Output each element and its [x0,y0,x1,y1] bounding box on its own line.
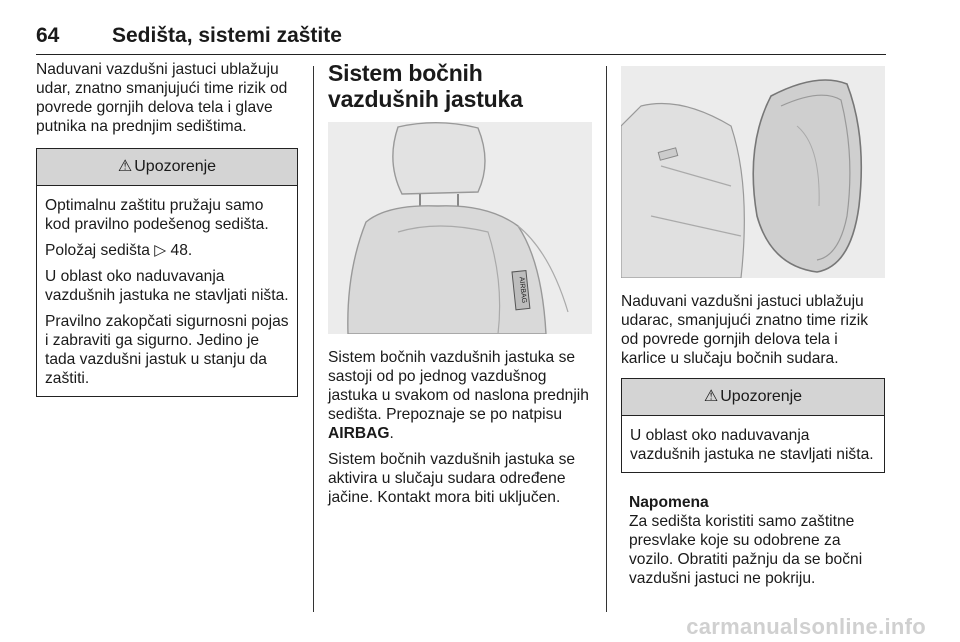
warning-body [622,416,884,472]
column-left [36,60,298,397]
airbag-label: AIRBAG [517,276,528,304]
inflated-airbag-figure [621,66,885,278]
column-right [621,60,885,588]
warning-triangle-icon: ⚠ [117,158,133,175]
note-title: Napomena [629,494,709,511]
airbag-bold-text: AIRBAG [328,425,390,442]
warning-title: Upozorenje [134,158,217,175]
warning-paragraph-link[interactable]: Položaj sedišta ▷ 48. [45,242,193,259]
section-heading: Sistem bočnih vazdušnih jastuka [328,60,523,112]
note-text: Za sedišta koristiti samo zaštitne presvlake koje su odobrene za vozilo. Obratiti pažnju da se bočni vazdušni jastuci ne pokriju. [629,513,863,587]
description-paragraph: Sistem bočnih vazdušnih jastuka se sastoji od po jednog vazdušnog jastuka u svakom od naslona prednjih sedišta. Prepoznaje se po natpisu AIRBAG. [328,349,589,442]
warning-body [37,186,297,396]
warning-triangle-icon: ⚠ [703,388,719,405]
warning-header [622,379,884,416]
warning-box [621,378,885,473]
warning-paragraph: Optimalnu zaštitu pružaju samo kod pravilno podešenog sedišta. [45,197,269,233]
page-number: 64 [36,24,60,47]
warning-paragraph: U oblast oko naduvavanja vazdušnih jastuka ne stavljati ništa. [630,427,874,463]
column-middle [328,60,596,514]
column-divider [606,66,607,612]
warning-title: Upozorenje [720,388,803,405]
warning-header [37,149,297,186]
activation-paragraph: Sistem bočnih vazdušnih jastuka se aktivira u slučaju sudara određene jačine. Kontakt mora biti uključen. [328,451,576,506]
watermark: carmanualsonline.info [686,614,926,639]
warning-paragraph: U oblast oko naduvavanja vazdušnih jastuka ne stavljati ništa. [45,268,289,304]
page-header [36,24,886,55]
column-divider [313,66,314,612]
description-paragraph: Naduvani vazdušni jastuci ublažuju udarac, smanjujući znatno time rizik od povrede gornjih delova tela i karlice u slučaju bočnih sudara. [621,293,869,367]
seat-airbag-figure [328,122,592,334]
warning-box [36,148,298,397]
section-title: Sedišta, sistemi zaštite [112,24,342,47]
note-block [621,493,885,588]
intro-paragraph: Naduvani vazdušni jastuci ublažuju udar, znatno smanjujući time rizik od povrede gornjih delova tela i glave putnika na prednjim sedištima. [36,61,288,135]
warning-paragraph: Pravilno zakopčati sigurnosni pojas i zabraviti ga sigurno. Jedino je tada vazdušni jastuk u stanju da zaštiti. [45,313,289,387]
